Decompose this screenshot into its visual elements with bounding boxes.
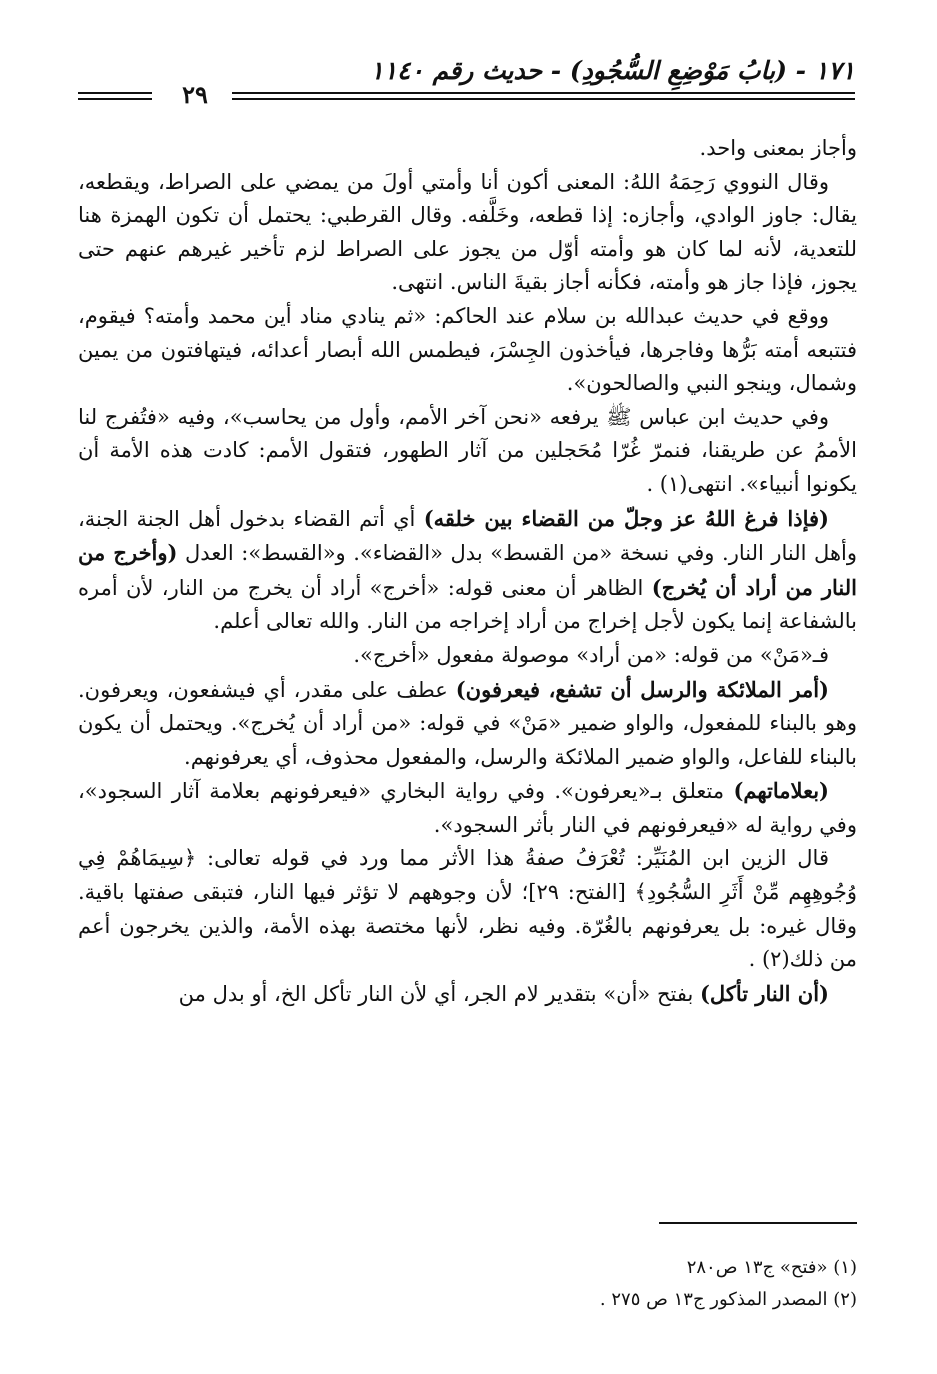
paragraph-text: قال الزين ابن المُنَيِّر: تُعْرَفُ صفةُ هذا الأثر مما ورد في قوله تعالى: ﴿سِيمَاهُمْ فِي وُجُوهِهِم مِّنْ أَثَرِ السُّجُودِ﴾ [الفتح: ٢٩]؛ لأن وجوههم لا تؤثر فيها النار، فتبقى صفتها باقية. وقال غيره: بل يعرفونهم بالغُرّة. وفيه نظر، لأنها مختصة بهذه الأمة، والذين يخرجون أعم من ذلك(٢) .	[78, 846, 858, 972]
page-header	[78, 52, 855, 112]
footnote-divider	[659, 1222, 857, 1224]
paragraph	[78, 132, 857, 166]
header-rule	[232, 98, 855, 100]
page-number: ٢٩	[182, 80, 208, 109]
paragraph-text: وأجاز بمعنى واحد.	[699, 136, 857, 160]
paragraph	[78, 842, 857, 976]
header-rule	[78, 92, 152, 94]
paragraph	[78, 673, 857, 775]
bold-phrase: (بعلاماتهم)	[733, 778, 829, 804]
paragraph-text: فـ«مَنْ» من قوله: «من أراد» موصولة مفعول «أخرج».	[353, 642, 829, 667]
paragraph	[78, 639, 857, 673]
bold-phrase: (أمر الملائكة والرسل أن تشفع، فيعرفون)	[455, 676, 829, 702]
paragraph	[78, 300, 857, 401]
footnote: (٢) المصدر المذكور ج١٣ ص ٢٧٥ .	[599, 1289, 857, 1310]
paragraph	[78, 977, 857, 1012]
paragraph	[78, 774, 857, 842]
paragraph-text: بفتح «أن» بتقدير لام الجر، أي لأن النار تأكل الخ، أو بدل من	[178, 981, 700, 1006]
paragraph-text: ووقع في حديث عبدالله بن سلام عند الحاكم: «ثم ينادي مناد أين محمد وأمته؟ فيقوم، فتتبعه أمته بَرُّها وفاجرها، فيأخذون الجِسْرَ، فيطمس الله أبصار أعدائه، فيتهافتون من يمين وشمال، وينجو النبي والصالحون».	[78, 303, 857, 396]
paragraph-text: متعلق بـ«يعرفون». وفي رواية البخاري «فيعرفونهم بعلامة آثار السجود»، وفي رواية له «فيعرفونهم في النار بأثر السجود».	[78, 779, 857, 837]
paragraph-text: الظاهر أن معنى قوله: «أخرج» أراد أن يخرج من النار، لأن أمره بالشفاعة إنما يكون لأجل إخراج من أراد إخراجه من النار. والله تعالى أعلم.	[78, 575, 857, 634]
bold-phrase: (أن النار تأكل)	[699, 980, 829, 1006]
paragraph-text: وفي حديث ابن عباس ﷺ يرفعه «نحن آخر الأمم، وأول من يحاسب»، وفيه «فتُفرج لنا الأممُ عن طريقنا، فنمرّ غُرّا مُحَجلين من آثار الطهور، فتقول الأمم: كادت هذه الأمة أن يكونوا أنبياء». انتهى(١) .	[78, 404, 857, 496]
paragraph-text: وقال النووي رَحِمَهُ اللهُ: المعنى أكون أنا وأمتي أولَ من يمضي على الصراط، ويقطعه، يقال: جاوز الوادي، وأجازه: إذا قطعه، وخَلَّفه. وقال القرطبي: يحتمل أن تكون الهمزة هنا للتعدية، لأنه لما كان هو وأمته أوّل من يجوز على الصراط لزم تأخير غيرهم عنهم حتى يجوز، فإذا جاز هو وأمته، فكأنه أجاز بقيةَ الناس. انتهى.	[78, 169, 857, 295]
footnote: (١) «فتح» ج١٣ ص٢٨٠	[686, 1257, 857, 1278]
bold-phrase: (وأخرج من النار من أراد أن يُخرج)	[78, 540, 857, 600]
paragraph	[78, 502, 857, 639]
header-rule	[232, 92, 855, 94]
paragraph	[78, 166, 857, 300]
paragraph-text: أي أتم القضاء بدخول أهل الجنة الجنة، وأهل النار النار. وفي نسخة «من القسط» بدل «القضاء». و«القسط»: العدل	[78, 506, 857, 566]
bold-phrase: (فإذا فرغ اللهُ عز وجلّ من القضاء بين خلقه)	[423, 505, 829, 531]
paragraph	[78, 401, 857, 502]
body-text	[78, 132, 857, 1011]
header-rule	[78, 98, 152, 100]
paragraph-text: عطف على مقدر، أي فيشفعون، ويعرفون. وهو بالبناء للمفعول، والواو ضمير «مَنْ» في قوله: «من أراد أن يُخرج». ويحتمل أن يكون بالبناء للفاعل، والواو ضمير الملائكة والرسل، والمفعول محذوف، أي يعرفونهم.	[78, 677, 857, 769]
footnotes	[78, 1252, 857, 1316]
chapter-title: ١٧١ - (بابُ مَوْضِعِ السُّجُودِ) - حديث رقم ١١٤٠	[370, 56, 855, 85]
